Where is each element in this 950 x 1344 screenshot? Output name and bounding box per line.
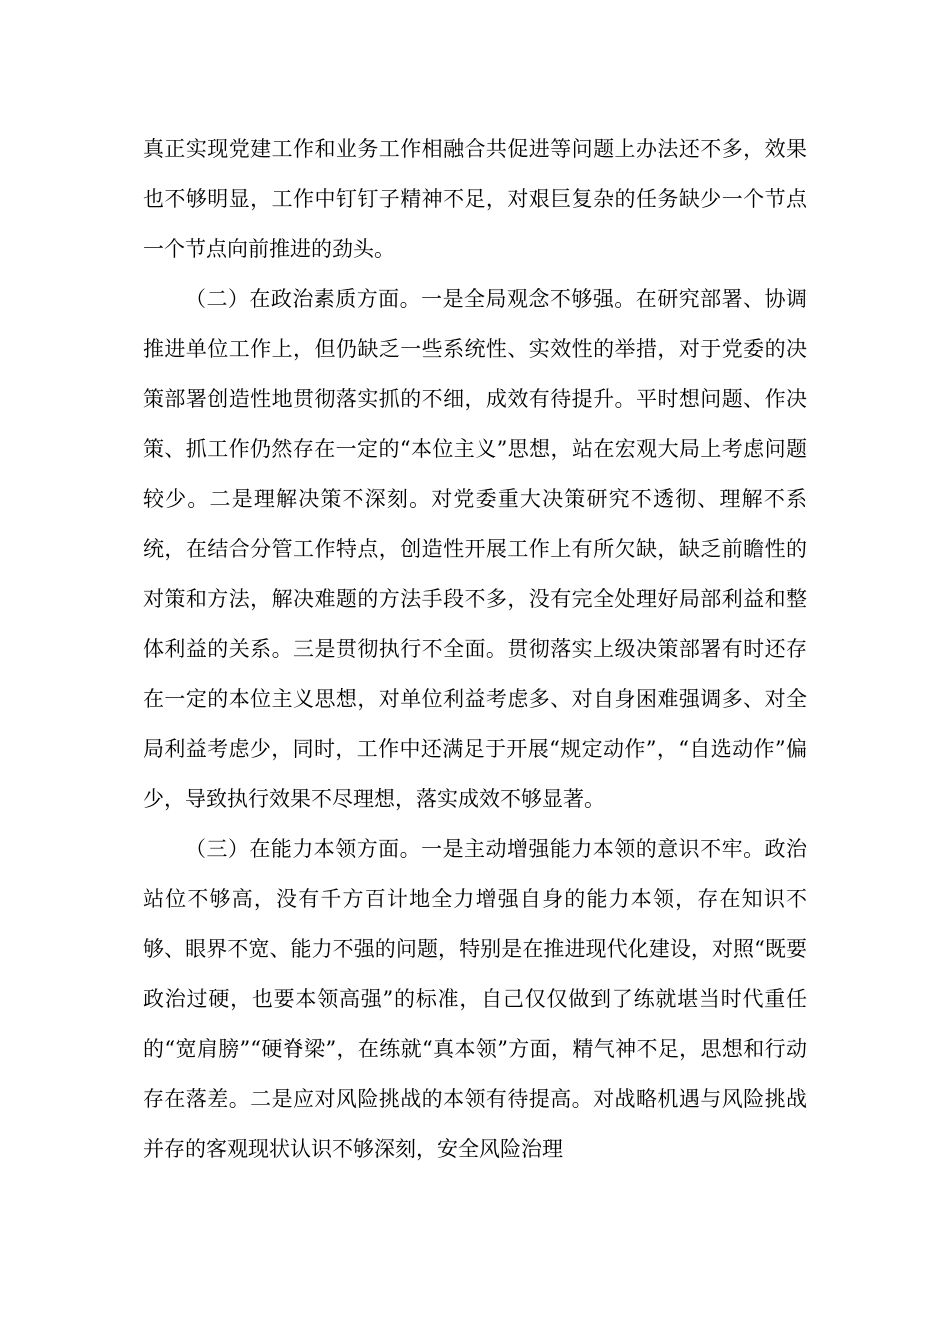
document-body	[143, 124, 807, 1174]
paragraph-2: （二）在政治素质方面。一是全局观念不够强。在研究部署、协调推进单位工作上，但仍缺乏一些系统性、实效性的举措，对于党委的决策部署创造性地贯彻落实抓的不细，成效有待提升。平时想问题、作决策、抓工作仍然存在一定的“本位主义”思想，站在宏观大局上考虑问题较少。二是理解决策不深刻。对党委重大决策研究不透彻、理解不系统，在结合分管工作特点，创造性开展工作上有所欠缺，缺乏前瞻性的对策和方法，解决难题的方法手段不多，没有完全处理好局部利益和整体利益的关系。三是贯彻执行不全面。贯彻落实上级决策部署有时还存在一定的本位主义思想，对单位利益考虑多、对自身困难强调多、对全局利益考虑少，同时，工作中还满足于开展“规定动作”，“自选动作”偏少，导致执行效果不尽理想，落实成效不够显著。	[143, 287, 807, 811]
paragraph-3: （三）在能力本领方面。一是主动增强能力本领的意识不牢。政治站位不够高，没有千方百计地全力增强自身的能力本领，存在知识不够、眼界不宽、能力不强的问题，特别是在推进现代化建设，对照“既要政治过硬，也要本领高强”的标准，自己仅仅做到了练就堪当时代重任的“宽肩膀”“硬脊梁”，在练就“真本领”方面，精气神不足，思想和行动存在落差。二是应对风险挑战的本领有待提高。对战略机遇与风险挑战并存的客观现状认识不够深刻，安全风险治理	[143, 837, 807, 1161]
paragraph-1: 真正实现党建工作和业务工作相融合共促进等问题上办法还不多，效果也不够明显，工作中钉钉子精神不足，对艰巨复杂的任务缺少一个节点一个节点向前推进的劲头。	[143, 137, 807, 261]
